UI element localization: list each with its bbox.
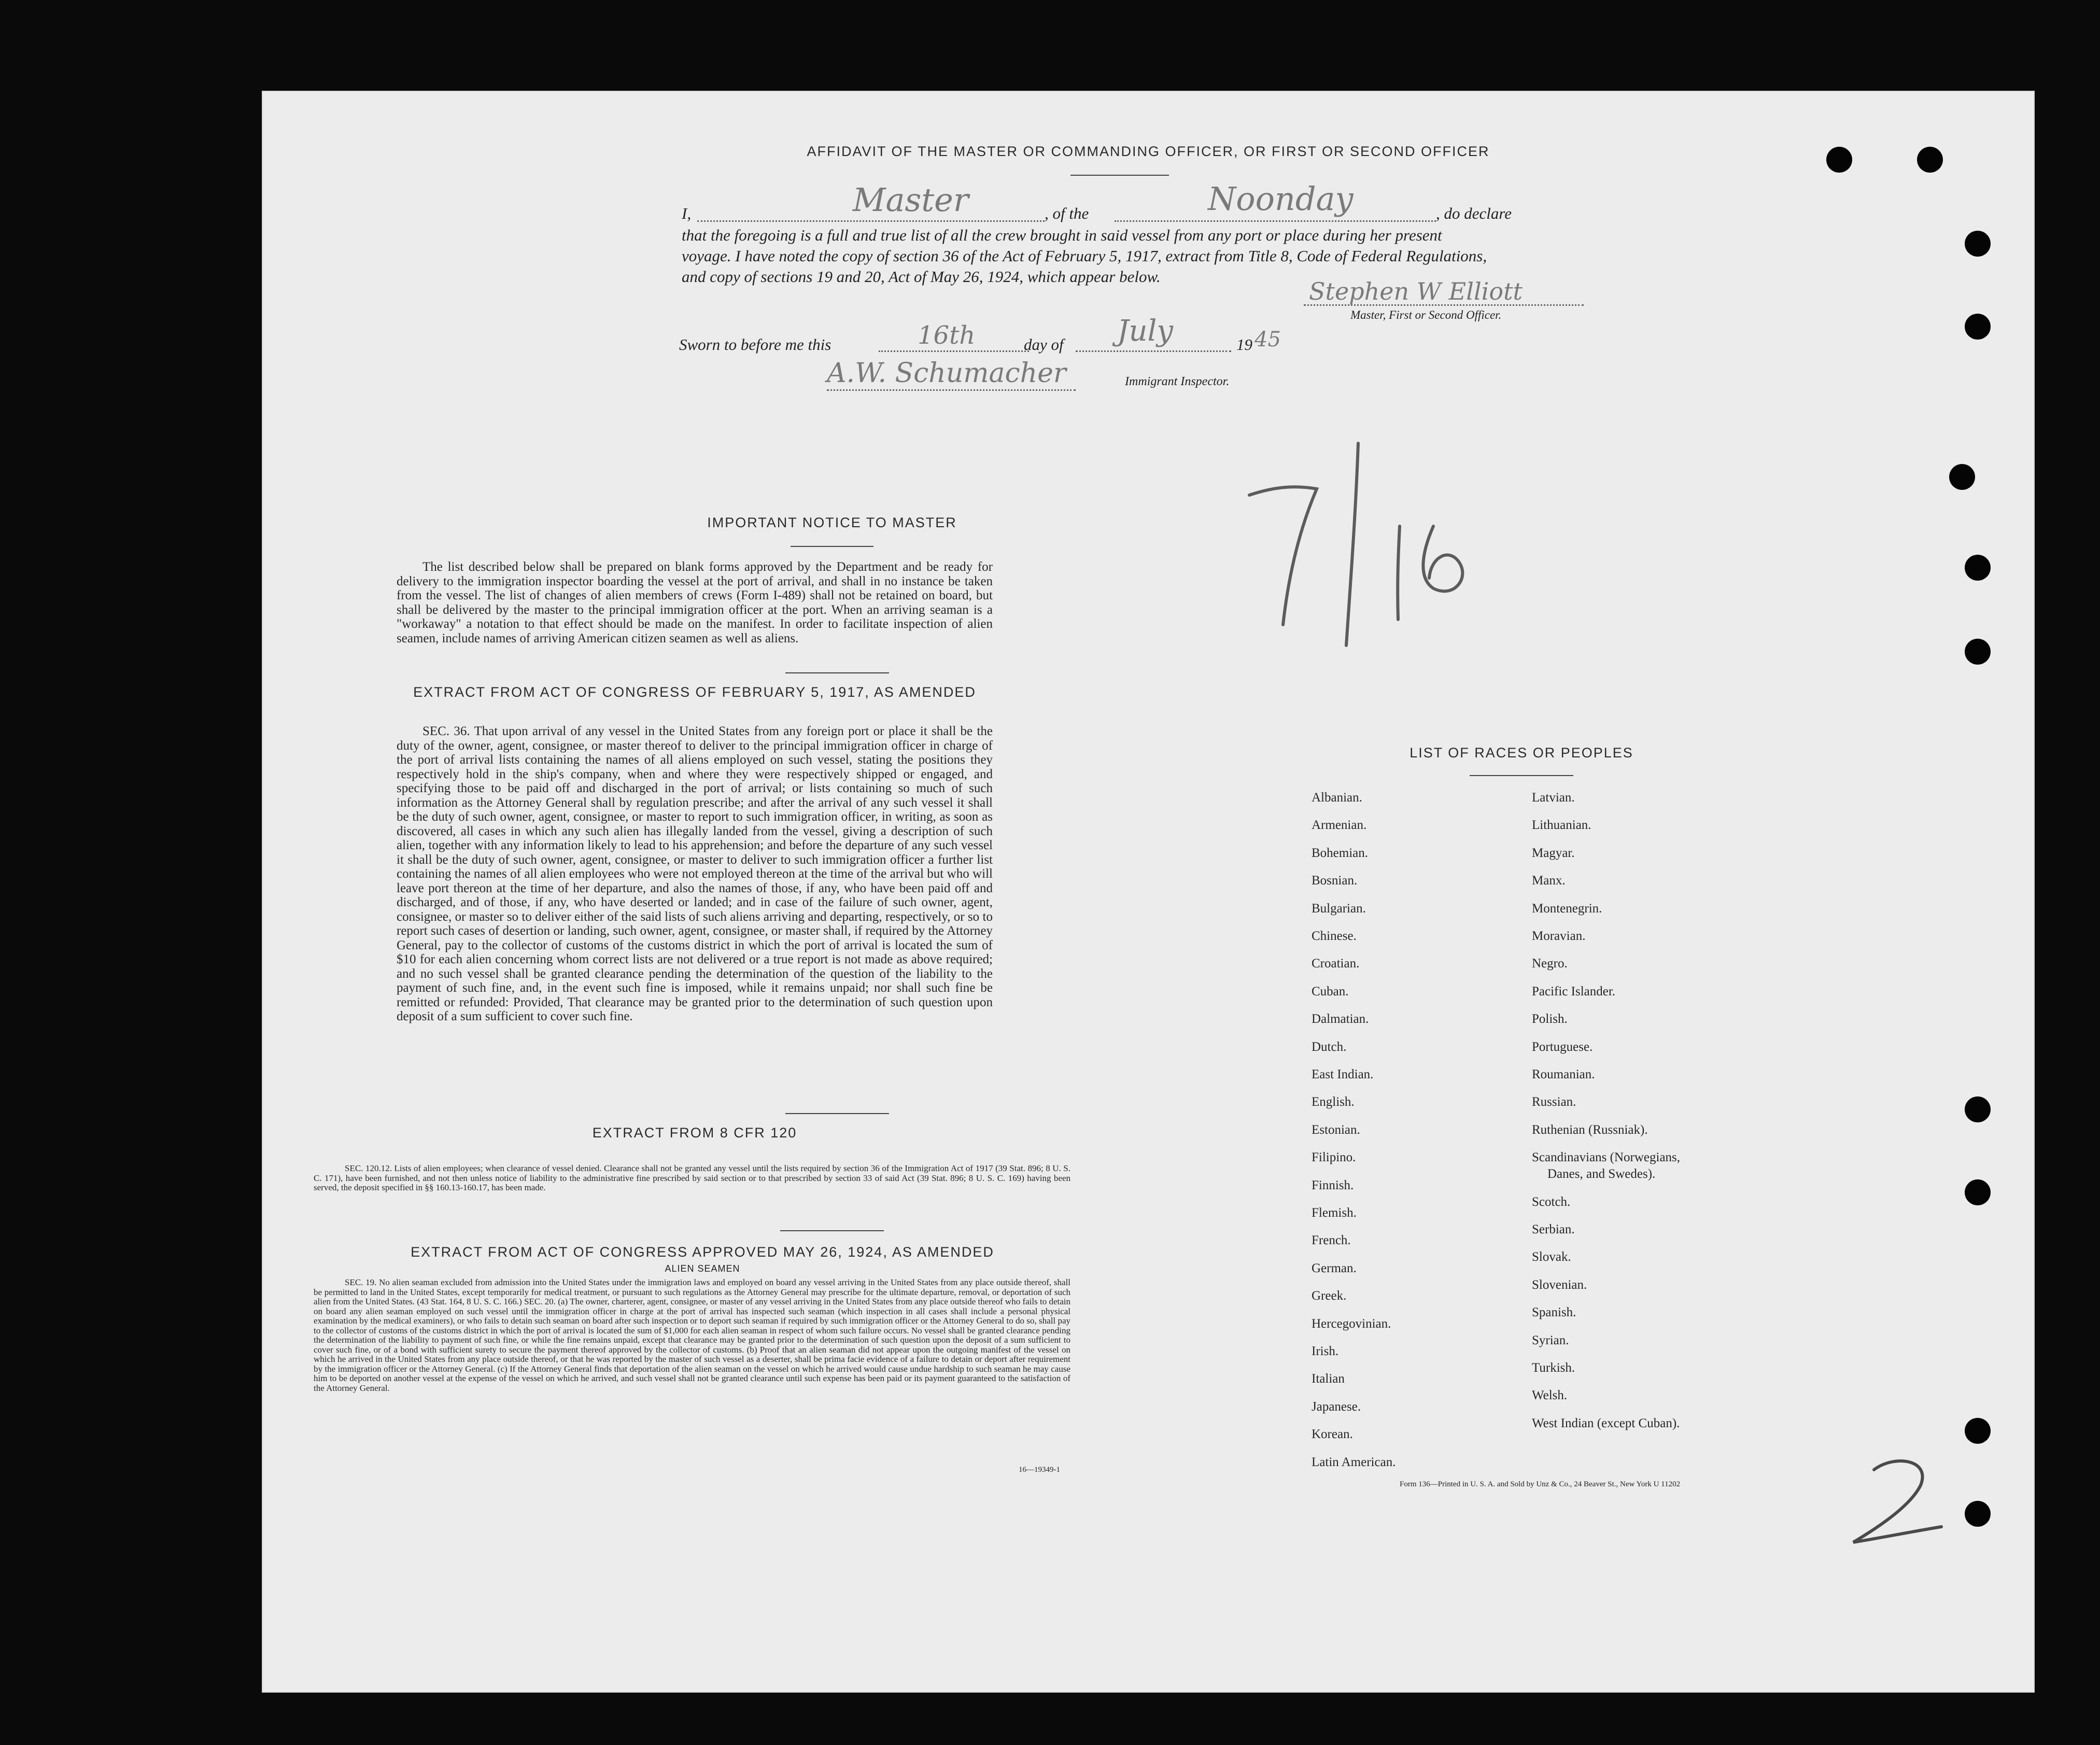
notice-underline [791,546,873,547]
race-item: Latvian. [1532,791,1575,805]
race-item: Pacific Islander. [1532,984,1616,998]
race-item: Bosnian. [1312,874,1358,888]
punch-hole [1965,639,1991,665]
race-item: Turkish. [1532,1361,1575,1375]
day-handwritten: 16th [918,321,976,350]
race-item: East Indian. [1312,1067,1374,1081]
corner-handwritten-number [1833,1449,1957,1553]
race-item: Danes, and Swedes). [1547,1167,1656,1181]
affidavit-line2: that the foregoing is a full and true list of all the crew brought in said vessel from any port or place during her present [682,226,1442,244]
race-item: Lithuanian. [1532,818,1591,833]
master-caption: Master, First or Second Officer. [1350,308,1502,321]
race-item: Italian [1312,1372,1345,1386]
notice-text: The list described below shall be prepared on blank forms approved by the Department and be ready for delivery to the immigration inspector boarding the vessel at the port of arrival, and shall in no instance be taken from the vessel. The list of changes of alien members of crews (Form I-489) shall not be retained on board, but shall be delivered by the master to the principal immigration officer at the port. When an arriving seaman is a "workaway" a notation to that effect should be made on the manifest. In order to facilitate inspection of alien seamen, include names of arriving American citizen seamen as well as aliens. [397,560,993,645]
sworn-label: Sworn to before me this [679,335,831,354]
races-underline [1470,775,1573,776]
punch-hole [1965,314,1991,340]
form-page [262,91,2035,1693]
handwritten-mark [1226,423,1511,651]
cfr-text: SEC. 120.12. Lists of alien employees; when clearance of vessel denied. Clearance shall not be granted any vessel until the lists required by section 36 of the Immigration Act of 1917 (39 Stat. 896; 8 U. S. C. 171), have been furnished, and not then unless notice of liability to the administrative fine prescribed by said section or to that prescribed by section 33 of said Act (39 Stat. 896; 8 U. S. C. 169) having been served, the deposit specified in §§ 160.13-160.17, has been made. [314,1163,1070,1192]
race-item: Dalmatian. [1312,1012,1369,1026]
race-item: Negro. [1532,956,1568,971]
month-handwritten: July [1117,314,1174,348]
race-item: Polish. [1532,1012,1568,1026]
master-signature: Stephen W Elliott [1309,277,1523,305]
cfr-title: EXTRACT FROM 8 CFR 120 [592,1125,797,1141]
affidavit-title: AFFIDAVIT OF THE MASTER OR COMMANDING OFFICER, OR FIRST OR SECOND OFFICER [807,144,1490,159]
race-item: Magyar. [1532,846,1575,860]
punch-hole [1949,464,1975,490]
divider-1 [785,672,889,673]
race-item: Montenegrin. [1532,901,1602,916]
extract-1917-text: SEC. 36. That upon arrival of any vessel in the United States from any foreign port or place it shall be the duty of the owner, agent, consignee, or master thereof to deliver to the principal immigration officer in charge of the port of arrival lists containing the names of all aliens employed on such vessel, stating the positions they respectively hold in the ship's company, when and where they were respectively shipped or engaged, and specifying those to be paid off and discharged in the port of arrival; or lists containing so much of such information as the Attorney General shall by regulation prescribe; and after the arrival of any such vessel it shall be the duty of such owner, agent, consignee, or master to report to such immigration officer, in writing, as soon as discovered, all cases in which any such alien has illegally landed from the vessel, giving a description of such alien, together with any information likely to lead to his apprehension; and before the departure of any such vessel it shall be the duty of such owner, agent, consignee, or master to deliver to such immigration officer a further list containing the names of all alien employees who were not employed thereon at the time of the arrival but who will leave port thereon at the time of her departure, and also the names of those, if any, who have been paid off and discharged, and of those, if any, who have deserted or landed; and in case of the failure of such owner, agent, consignee, or master so to deliver either of the said lists of such aliens arriving and departing, respectively, or so to report such cases of desertion or landing, such owner, agent, consignee, or master shall, if required by the Attorney General, pay to the collector of customs of the customs district in which the port of arrival is located the sum of $10 for each alien concerning whom correct lists are not delivered or a true report is not made as above required; and no such vessel shall be granted clearance pending the determination of the question of the liability to the payment of such fine, and, in the event such fine is imposed, while it remains unpaid; nor shall such fine be remitted or refunded: Provided, That clearance may be granted prior to the determination of such question upon deposit of a sum sufficient to cover such fine. [397,724,993,1023]
race-item: Russian. [1532,1095,1576,1109]
race-item: Dutch. [1312,1039,1347,1054]
punch-hole [1917,147,1943,173]
extract-1924-text: SEC. 19. No alien seaman excluded from admission into the United States under the immigration laws and employed on board any vessel arriving in the United States from any place outside thereof, shall be permitted to land in the United States, except temporarily for medical treatment, or pursuant to such regulations as the Attorney General may prescribe for the ultimate departure, removal, or deportation of such alien from the United States. (43 Stat. 164, 8 U. S. C. 166.) SEC. 20. (a) The owner, charterer, agent, consignee, or master of any vessel arriving in the United States from any place outside thereof who fails to detain on board any alien seaman employed on such vessel until the immigration officer in charge at the port of arrival has inspected such seaman (which inspection in all cases shall include a personal physical examination by the medical examiners), or who fails to detain such seaman on board after such inspection or to deport such seaman if required by such immigration officer or the Attorney General to do so, shall pay to the collector of customs of the customs district in which the port of arrival is located the sum of $1,000 for each alien seaman in respect of whom such failure occurs. No vessel shall be granted clearance pending the determination of the liability to payment of such fine, or while the fine remains unpaid, except that clearance may be granted prior to the determination of such question upon the deposit of a sum sufficient to cover such fine, or of a bond with sufficient surety to secure the payment thereof approved by the collector of customs. (b) Proof that an alien seaman did not appear upon the outgoing manifest of the vessel on which he arrived in the United States from any place outside thereof, or that he was reported by the master of such vessel as a deserter, shall be prima facie evidence of a failure to detain or deport after requirement by the immigration officer or the Attorney General. (c) If the Attorney General finds that deportation of the alien seaman on the vessel on which he arrived would cause undue hardship to such seaman he may cause him to be deported on another vessel at the expense of the vessel on which he arrived, and such vessel shall not be granted clearance until such expense has been paid or its payment guaranteed to the satisfaction of the Attorney General. [314,1277,1070,1393]
race-item: Syrian. [1532,1333,1569,1347]
race-item: Bulgarian. [1312,901,1366,916]
race-item: Filipino. [1312,1150,1356,1165]
race-item: Portuguese. [1532,1039,1593,1054]
races-left-column [1312,791,1509,1516]
race-item: Estonian. [1312,1122,1360,1137]
race-item: Roumanian. [1532,1067,1595,1081]
do-declare-label: , do declare [1436,204,1512,222]
race-item: Irish. [1312,1344,1339,1358]
race-item: Scandinavians (Norwegians, [1532,1150,1681,1165]
race-item: Albanian. [1312,791,1362,805]
punch-hole [1965,1179,1991,1205]
race-item: Korean. [1312,1427,1353,1442]
race-item: Japanese. [1312,1399,1361,1414]
inspector-signature: A.W. Schumacher [827,358,1066,389]
form-footer: Form 136—Printed in U. S. A. and Sold by Unz & Co., 24 Beaver St., New York U 11202 [1400,1480,1681,1488]
officer-handwritten: Master [853,181,969,219]
inspector-caption: Immigrant Inspector. [1125,375,1230,388]
handwritten-mark-svg [1226,423,1511,651]
race-item: French. [1312,1233,1351,1248]
punch-hole [1965,1501,1991,1527]
notice-title: IMPORTANT NOTICE TO MASTER [707,515,957,530]
of-the-label: , of the [1045,204,1089,222]
race-item: West Indian (except Cuban). [1532,1416,1680,1430]
race-item: Latin American. [1312,1455,1396,1469]
race-item: Ruthenian (Russniak). [1532,1122,1648,1137]
race-item: Slovak. [1532,1250,1571,1264]
races-title: LIST OF RACES OR PEOPLES [1410,745,1633,761]
race-item: English. [1312,1095,1355,1109]
corner-number-svg [1833,1449,1957,1553]
race-item: Moravian. [1532,929,1586,943]
race-item: Hercegovinian. [1312,1316,1391,1331]
race-item: Scotch. [1532,1194,1571,1209]
race-item: Finnish. [1312,1178,1354,1192]
punch-hole [1965,1418,1991,1444]
punch-hole [1965,231,1991,257]
race-item: Bohemian. [1312,846,1369,860]
year-handwritten: 45 [1255,328,1281,351]
affidavit-line4: and copy of sections 19 and 20, Act of May 26, 1924, which appear below. [682,268,1161,286]
day-of-label: day of [1024,335,1064,354]
race-item: Greek. [1312,1289,1347,1303]
race-item: Cuban. [1312,984,1349,998]
affidavit-line3: voyage. I have noted the copy of section 36 of the Act of February 5, 1917, extract from Title 8, Code of Federal Regulations, [682,247,1487,265]
i-label: I, [682,204,692,222]
race-item: Flemish. [1312,1206,1357,1220]
vessel-handwritten: Noonday [1208,180,1354,218]
race-item: Armenian. [1312,818,1367,833]
punch-hole [1965,555,1991,581]
divider-3 [780,1230,884,1231]
extract-1917-title: EXTRACT FROM ACT OF CONGRESS OF FEBRUARY 5, 1917, AS AMENDED [413,684,976,700]
affidavit-line1 [682,180,1874,227]
race-item: Croatian. [1312,956,1360,971]
punch-hole [1826,147,1852,173]
extract-1924-subtitle: ALIEN SEAMEN [665,1263,740,1274]
extract-1924-title: EXTRACT FROM ACT OF CONGRESS APPROVED MAY 26, 1924, AS AMENDED [411,1244,994,1260]
form-code: 16—19349-1 [1019,1466,1060,1474]
divider-2 [785,1113,889,1114]
race-item: Chinese. [1312,929,1357,943]
race-item: German. [1312,1261,1357,1275]
race-item: Welsh. [1532,1388,1568,1403]
race-item: Slovenian. [1532,1277,1587,1292]
race-item: Serbian. [1532,1222,1575,1236]
race-item: Manx. [1532,874,1566,888]
races-right-column [1532,791,1791,1516]
year-prefix: 19 [1236,335,1252,354]
title-underline [1070,175,1169,176]
sworn-line [679,314,1457,358]
race-item: Spanish. [1532,1305,1576,1320]
punch-hole [1965,1096,1991,1122]
